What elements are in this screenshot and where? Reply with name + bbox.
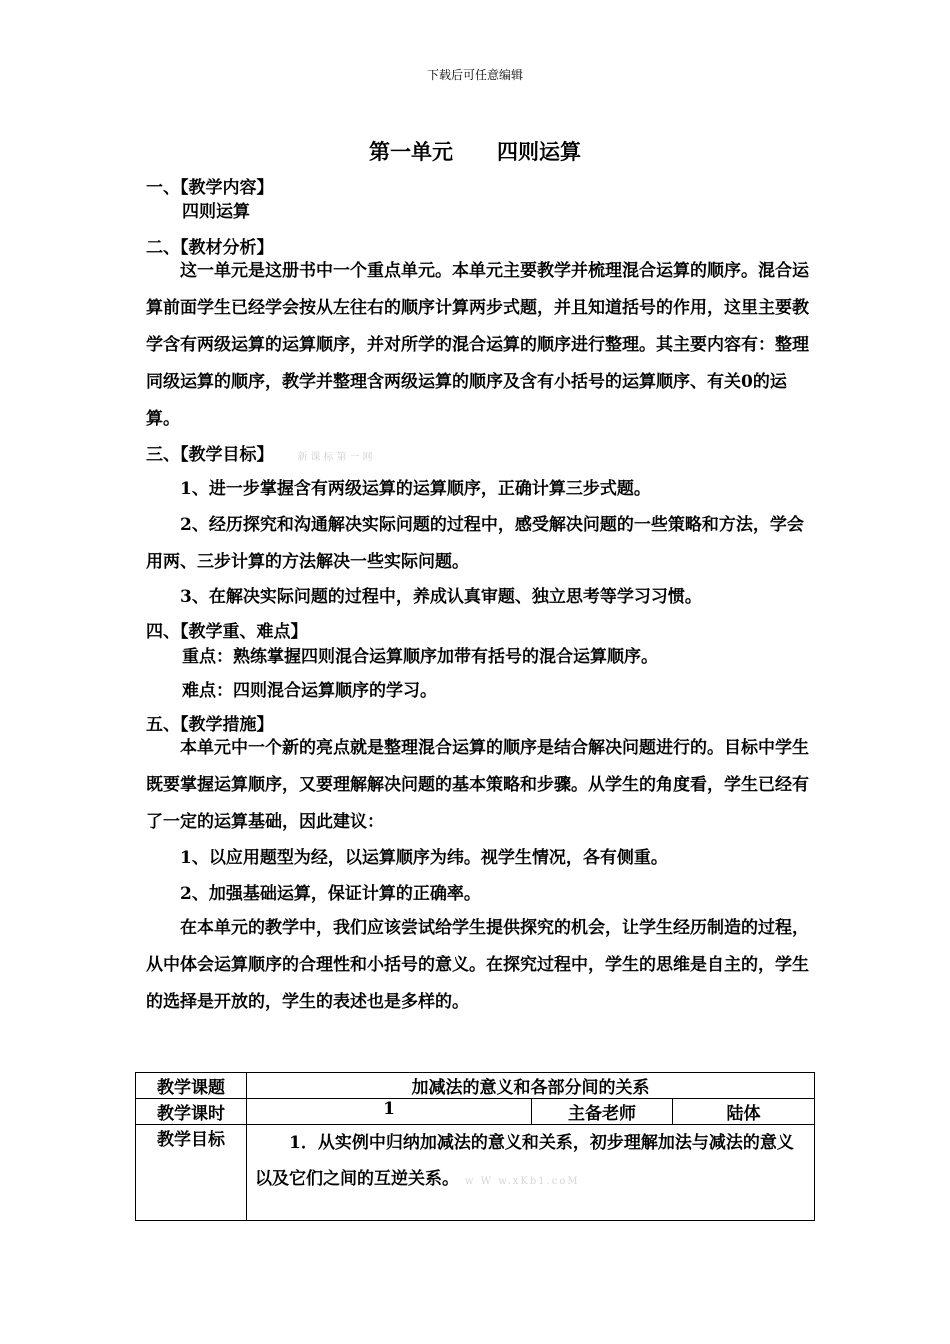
table-row [136, 1125, 815, 1221]
goal-item-3: 3、在解决实际问题的过程中，养成认真审题、独立思考等学习习惯。 [180, 587, 702, 607]
teacher-value: 陆体 [673, 1099, 815, 1125]
section-text-content: 四则运算 [182, 202, 250, 222]
hours-value: 1 [247, 1099, 532, 1125]
goal-value: 1．从实例中归纳加减法的意义和关系，初步理解加法与减法的意义以及它们之间的互逆关系。 [255, 1133, 794, 1189]
measures-item-2: 2、加强基础运算，保证计算的正确率。 [180, 884, 481, 904]
difficult-point: 难点：四则混合运算顺序的学习。 [182, 681, 437, 701]
section-heading-measures: 五、【教学措施】 [146, 715, 274, 735]
table-row [136, 1099, 815, 1125]
section-heading-keypoints: 四、【教学重、难点】 [146, 622, 308, 642]
section-heading-content: 一、【教学内容】 [146, 178, 274, 198]
key-point: 重点：熟练掌握四则混合运算顺序加带有括号的混合运算顺序。 [182, 647, 658, 667]
section-heading-analysis: 二、【教材分析】 [146, 238, 274, 258]
page-title [0, 136, 950, 166]
lesson-plan-table [135, 1072, 815, 1221]
header-note: 下载后可任意编辑 [426, 68, 523, 82]
goal-label: 教学目标 [136, 1125, 247, 1221]
goal-item-2: 2、经历探究和沟通解决实际问题的过程中，感受解决问题的一些策略和方法，学会用两、三步计算的方法解决一些实际问题。 [146, 515, 804, 572]
unit-number: 第一单元 [369, 139, 453, 164]
measures-intro: 本单元中一个新的亮点就是整理混合运算的顺序是结合解决问题进行的。目标中学生既要掌握运算顺序，又要理解解决问题的基本策略和步骤。从学生的角度看，学生已经有了一定的运算基础，因此建议： [146, 738, 809, 832]
watermark-text: 新课标第一网 [297, 452, 376, 463]
section-text-analysis: 这一单元是这册书中一个重点单元。本单元主要教学并梳理混合运算的顺序。混合运算前面学生已经学会按从左往右的顺序计算两步式题，并且知道括号的作用，这里主要教学含有两级运算的运算顺序，并对所学的混合运算的顺序进行整理。其主要内容有：整理同级运算的顺序，教学并整理含两级运算的顺序及含有小括号的运算顺序、有关0的运算。 [146, 261, 809, 429]
table-row [136, 1073, 815, 1099]
measures-closing: 在本单元的教学中，我们应该尝试给学生提供探究的机会，让学生经历制造的过程，从中体会运算顺序的合理性和小括号的意义。在探究过程中，学生的思维是自主的，学生的选择是开放的，学生的表述也是多样的。 [146, 918, 809, 1012]
hours-label: 教学课时 [136, 1099, 247, 1125]
goal-item-1: 1、进一步掌握含有两级运算的运算顺序，正确计算三步式题。 [180, 479, 651, 499]
measures-item-1: 1、以应用题型为经，以运算顺序为纬。视学生情况，各有侧重。 [180, 848, 668, 868]
teacher-label: 主备老师 [532, 1099, 673, 1125]
topic-value: 加减法的意义和各部分间的关系 [247, 1073, 815, 1099]
unit-name: 四则运算 [497, 139, 581, 164]
section-heading-goals: 三、【教学目标】 新课标第一网 [146, 445, 376, 465]
watermark-text: w W w.xKb1.coM [465, 1176, 580, 1187]
goal-cell [247, 1125, 815, 1221]
topic-label: 教学课题 [136, 1073, 247, 1099]
